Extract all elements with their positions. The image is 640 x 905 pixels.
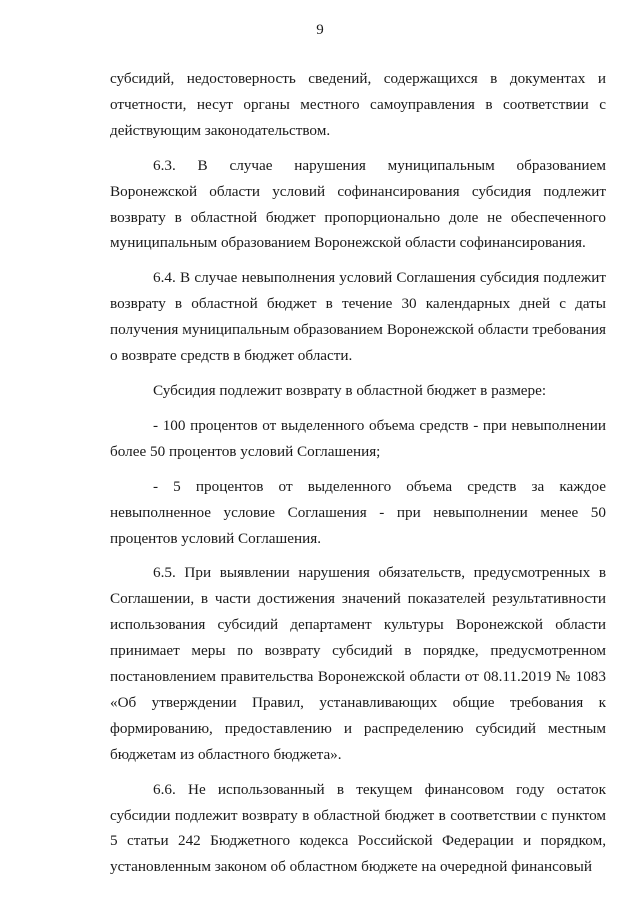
- list-item-100-percent: - 100 процентов от выделенного объема средств - при невыполнении более 50 процентов условий Соглашения;: [110, 416, 606, 460]
- paragraph-refund-amount: Субсидия подлежит возврату в областной бюджет в размере:: [153, 381, 547, 399]
- document-body: [110, 66, 606, 889]
- paragraph-6-5: 6.5. При выявлении нарушения обязательств, предусмотренных в Соглашении, в части достижения значений показателей результативности использования субсидий департамент культуры Воронежской области принимает меры по возврату субсидий в порядке, предусмотренном постановлением правительства Воронежской области от 08.11.2019 № 1083 «Об утверждении Правил, устанавливающих общие требования к формированию, предоставлению и распределению субсидий местным бюджетам из областного бюджета».: [110, 564, 606, 763]
- paragraph-6-4: 6.4. В случае невыполнения условий Соглашения субсидия подлежит возврату в областной бюджет в течение 30 календарных дней с даты получения муниципальным образованием Воронежской области требования о возврате средств в бюджет области.: [110, 269, 606, 365]
- paragraph-continuation: субсидий, недостоверность сведений, содержащихся в документах и отчетности, несут органы местного самоуправления в соответствии с действующим законодательством.: [110, 70, 606, 139]
- paragraph-6-3: 6.3. В случае нарушения муниципальным образованием Воронежской области условий софинансирования субсидия подлежит возврату в областной бюджет пропорционально доле не обеспеченного муниципальным образованием Воронежской области софинансирования.: [110, 156, 606, 252]
- list-item-5-percent: - 5 процентов от выделенного объема средств за каждое невыполненное условие Соглашения - при невыполнении менее 50 процентов условий Соглашения.: [110, 477, 606, 547]
- page-number: 9: [316, 22, 324, 38]
- paragraph-6-6: 6.6. Не использованный в текущем финансовом году остаток субсидии подлежит возврату в областной бюджет в соответствии с пунктом 5 статьи 242 Бюджетного кодекса Российской Федерации и порядком, установленным законом об областном бюджете на очередной финансовый: [110, 780, 606, 876]
